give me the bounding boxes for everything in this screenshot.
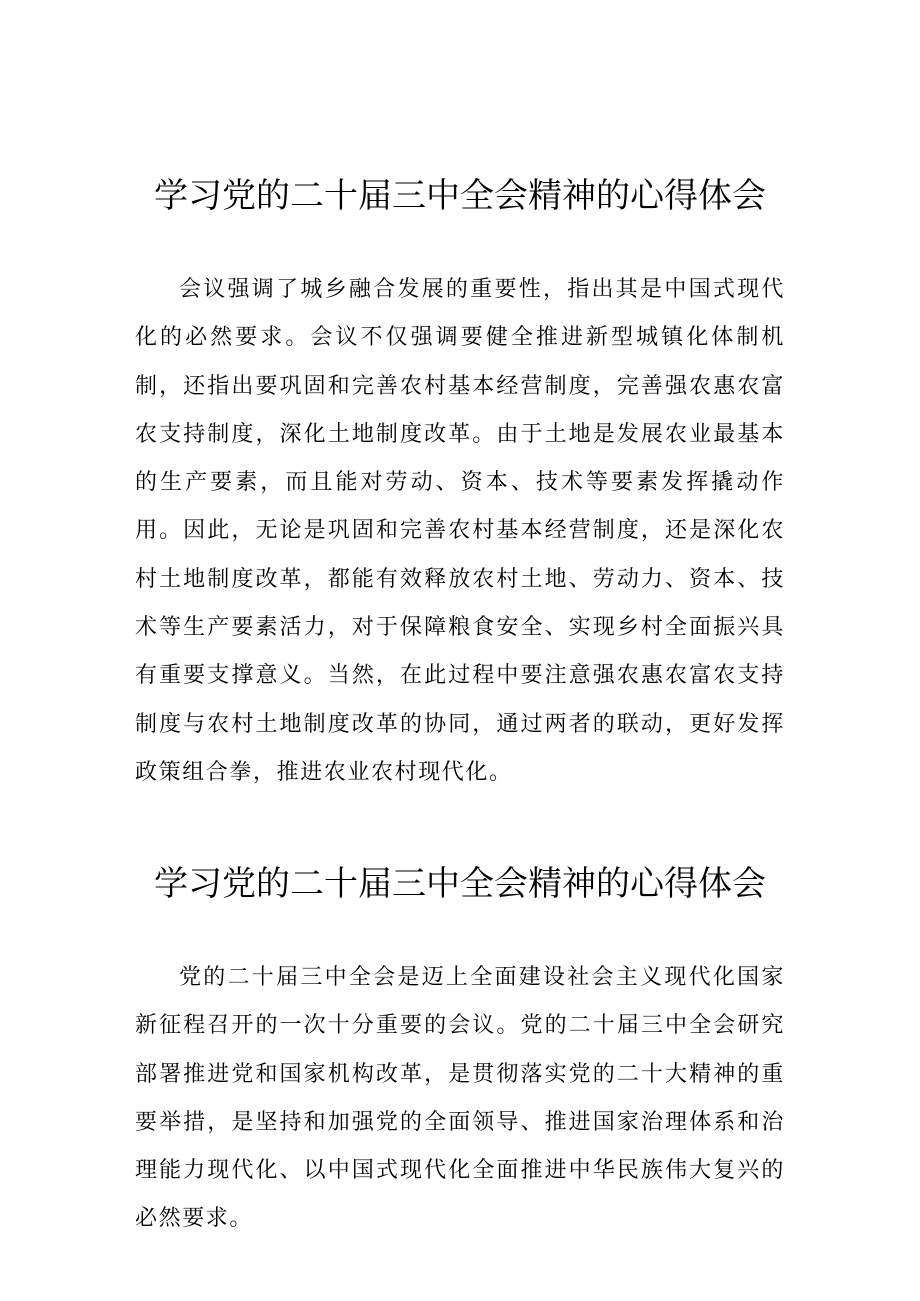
section-2-title: 学习党的二十届三中全会精神的心得体会: [154, 864, 766, 904]
section-2-paragraph: 党的二十届三中全会是迈上全面建设社会主义现代化国家新征程召开的一次十分重要的会议。党的二十届三中全会研究部署推进党和国家机构改革，是贯彻落实党的二十大精神的重要举措，是坚持和加强党的全面领导、推进国家治理体系和治理能力现代化、以中国式现代化全面推进中华民族伟大复兴的必然要求。: [135, 965, 785, 1232]
section-1-paragraph: 会议强调了城乡融合发展的重要性，指出其是中国式现代化的必然要求。会议不仅强调要健全推进新型城镇化体制机制，还指出要巩固和完善农村基本经营制度，完善强农惠农富农支持制度，深化土地制度改革。由于土地是发展农业最基本的生产要素，而且能对劳动、资本、技术等要素发挥撬动作用。因此，无论是巩固和完善农村基本经营制度，还是深化农村土地制度改革，都能有效释放农村土地、劳动力、资本、技术等生产要素活力，对于保障粮食安全、实现乡村全面振兴具有重要支撑意义。当然，在此过程中要注意强农惠农富农支持制度与农村土地制度改革的协同，通过两者的联动，更好发挥政策组合拳，推进农业农村现代化。: [135, 277, 785, 785]
section-1-title: 学习党的二十届三中全会精神的心得体会: [154, 176, 766, 216]
